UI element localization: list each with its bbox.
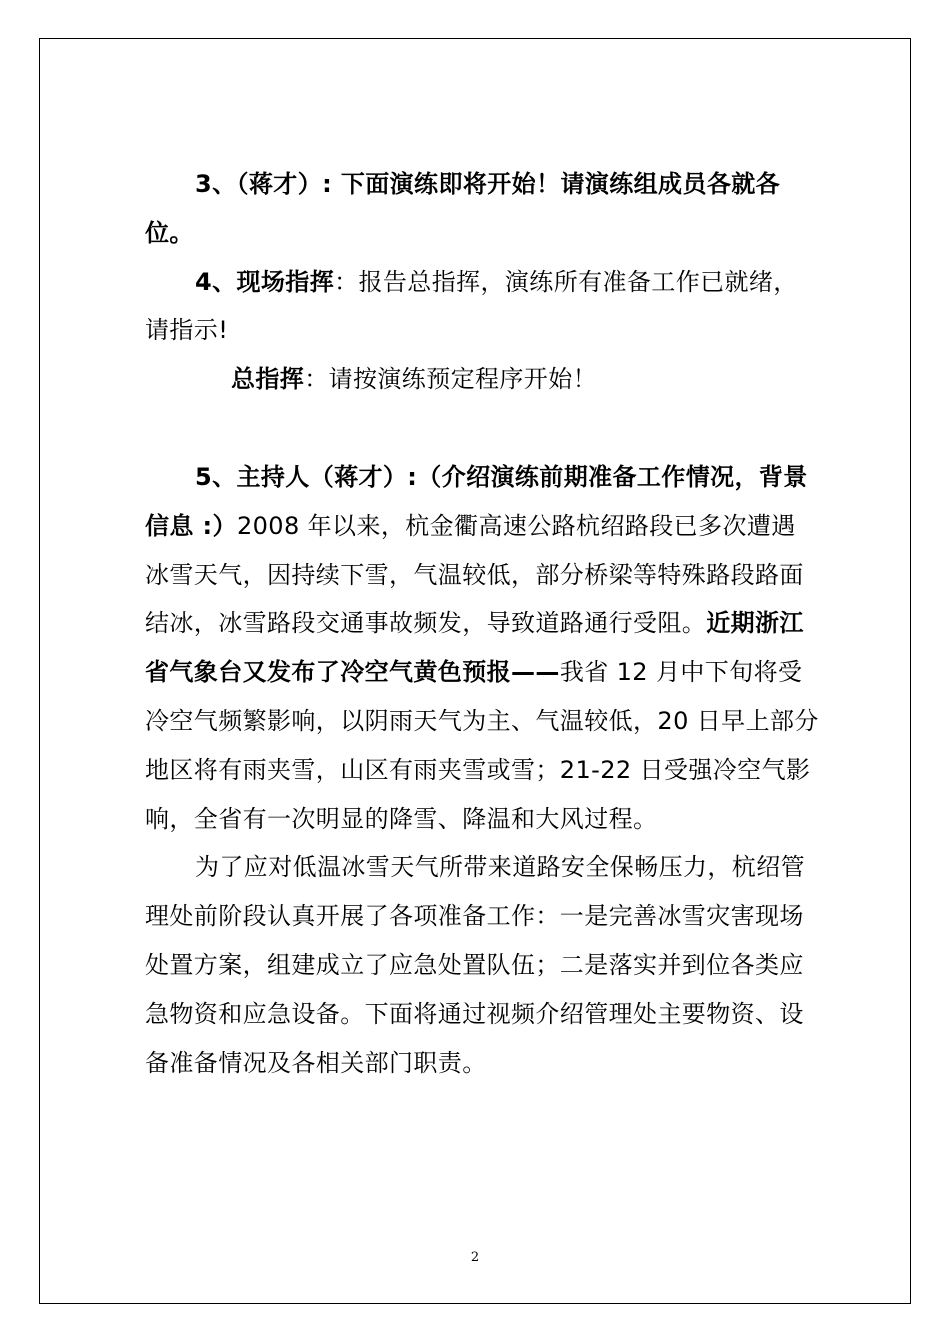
paragraph-3-bold-text: 3、（蒋才）: 下面演练即将开始！请演练组成员各就各位。 bbox=[145, 170, 781, 247]
paragraph-6-text: 为了应对低温冰雪天气所带来道路安全保畅压力，杭绍管理处前阶段认真开展了各项准备工作：一是完善冰雪灾害现场处置方案，组建成立了应急处置队伍；二是落实并到位各类应急物资和应急设备。下面将通过视频介绍管理处主要物资、设备准备情况及各相关部门职责。 bbox=[145, 853, 805, 1077]
paragraph-5-heading: 5、主持人（蒋才）:（介绍演练前期准备工作情况，背景信息 :） bbox=[145, 462, 808, 540]
paragraph-commander-text: ：请按演练预定程序开始！ bbox=[304, 365, 598, 394]
paragraph-4-speaker: 4、现场指挥 bbox=[195, 267, 335, 296]
paragraph-5 bbox=[145, 453, 820, 843]
paragraph-5-forecast-heading: 近期浙江省气象台又发布了冷空气黄色预报—— bbox=[145, 609, 804, 687]
page-number: 2 bbox=[470, 1250, 480, 1265]
paragraph-commander-speaker: 总指挥 bbox=[231, 365, 305, 394]
paragraph-5-text-2: 我省 12 月中下旬将受冷空气频繁影响，以阴雨天气为主、气温较低，20 日早上部分地区将有雨夹雪，山区有雨夹雪或雪；21-22 日受强冷空气影响，全省有一次明显的降雪、降温和大风过程。 bbox=[145, 658, 819, 833]
paragraph-5-text-1: 2008 年以来，杭金衢高速公路杭绍路段已多次遭遇冰雪天气，因持续下雪，气温较低，部分桥梁等特殊路段路面结冰，冰雪路段交通事故频发，导致道路通行受阻。 bbox=[145, 511, 804, 638]
paragraph-4-text: ：报告总指挥，演练所有准备工作已就绪，请指示! bbox=[145, 267, 798, 345]
document-body bbox=[145, 160, 820, 1087]
paragraph-commander bbox=[145, 355, 820, 404]
paragraph-3 bbox=[145, 160, 820, 258]
paragraph-4 bbox=[145, 258, 820, 356]
paragraph-6 bbox=[145, 843, 820, 1087]
